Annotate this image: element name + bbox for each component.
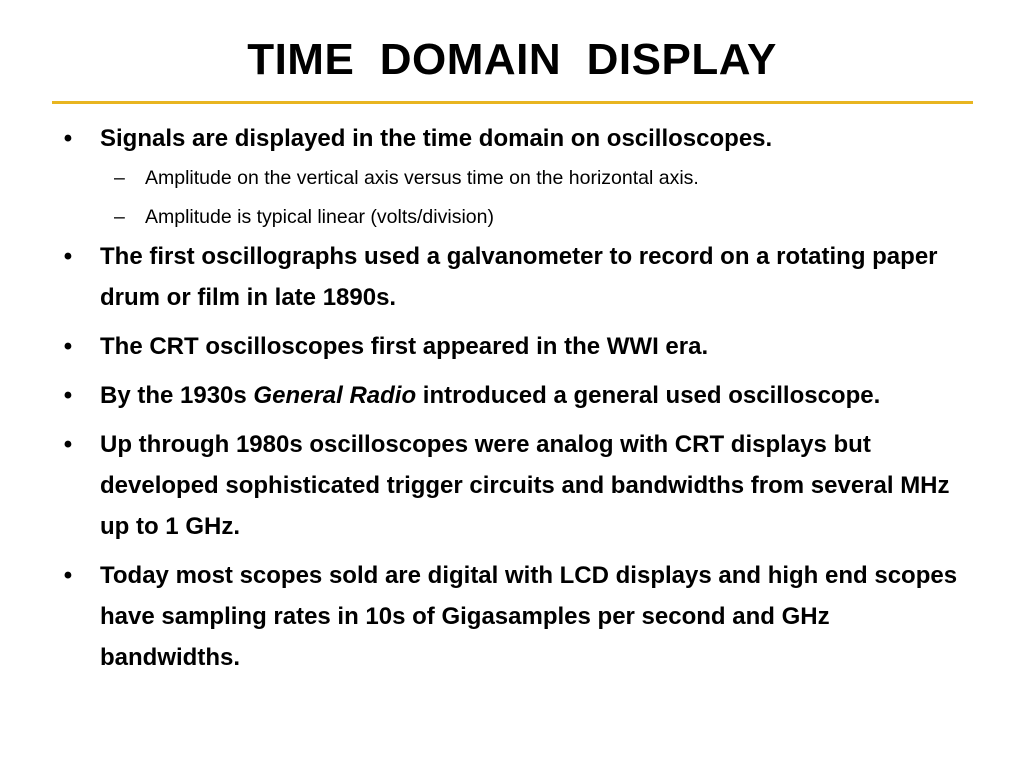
bullet-item bbox=[58, 555, 958, 678]
bullet-text-part: By the 1930s bbox=[100, 382, 254, 409]
bullet-icon: • bbox=[63, 562, 73, 589]
dash-icon: – bbox=[114, 206, 125, 228]
sub-bullet-item bbox=[58, 163, 958, 193]
bullet-text: The first oscillographs used a galvanometer to record on a rotating paper drum or film in late 1890s. bbox=[100, 243, 938, 311]
sub-bullet-item bbox=[58, 202, 958, 232]
bullet-text: The CRT oscilloscopes first appeared in the WWI era. bbox=[100, 333, 709, 360]
bullet-item bbox=[58, 118, 958, 159]
bullet-icon: • bbox=[63, 125, 73, 152]
title-underline bbox=[52, 101, 973, 104]
bullet-icon: • bbox=[63, 431, 73, 458]
bullet-icon: • bbox=[63, 382, 73, 409]
company-name: General Radio bbox=[253, 382, 417, 409]
bullet-icon: • bbox=[63, 333, 73, 360]
bullet-text: Today most scopes sold are digital with LCD displays and high end scopes have sampling rates in 10s of Gigasamples per second and GHz bandwidths. bbox=[100, 562, 958, 671]
bullet-icon: • bbox=[63, 243, 73, 270]
bullet-item bbox=[58, 424, 958, 547]
bullet-item bbox=[58, 236, 958, 318]
dash-icon: – bbox=[114, 167, 125, 189]
bullet-item bbox=[58, 375, 958, 416]
bullet-list bbox=[58, 118, 958, 686]
sub-bullet-text: Amplitude on the vertical axis versus time on the horizontal axis. bbox=[145, 167, 699, 189]
bullet-item bbox=[58, 326, 958, 367]
bullet-text: Signals are displayed in the time domain on oscilloscopes. bbox=[100, 125, 773, 152]
bullet-text bbox=[100, 382, 880, 409]
slide-title: TIME DOMAIN DISPLAY bbox=[247, 35, 777, 84]
sub-bullet-text: Amplitude is typical linear (volts/division) bbox=[145, 206, 494, 228]
bullet-text: Up through 1980s oscilloscopes were analog with CRT displays but developed sophisticated trigger circuits and bandwidths from several MHz up to 1 GHz. bbox=[100, 431, 950, 540]
bullet-text-part: introduced a general used oscilloscope. bbox=[416, 382, 881, 409]
